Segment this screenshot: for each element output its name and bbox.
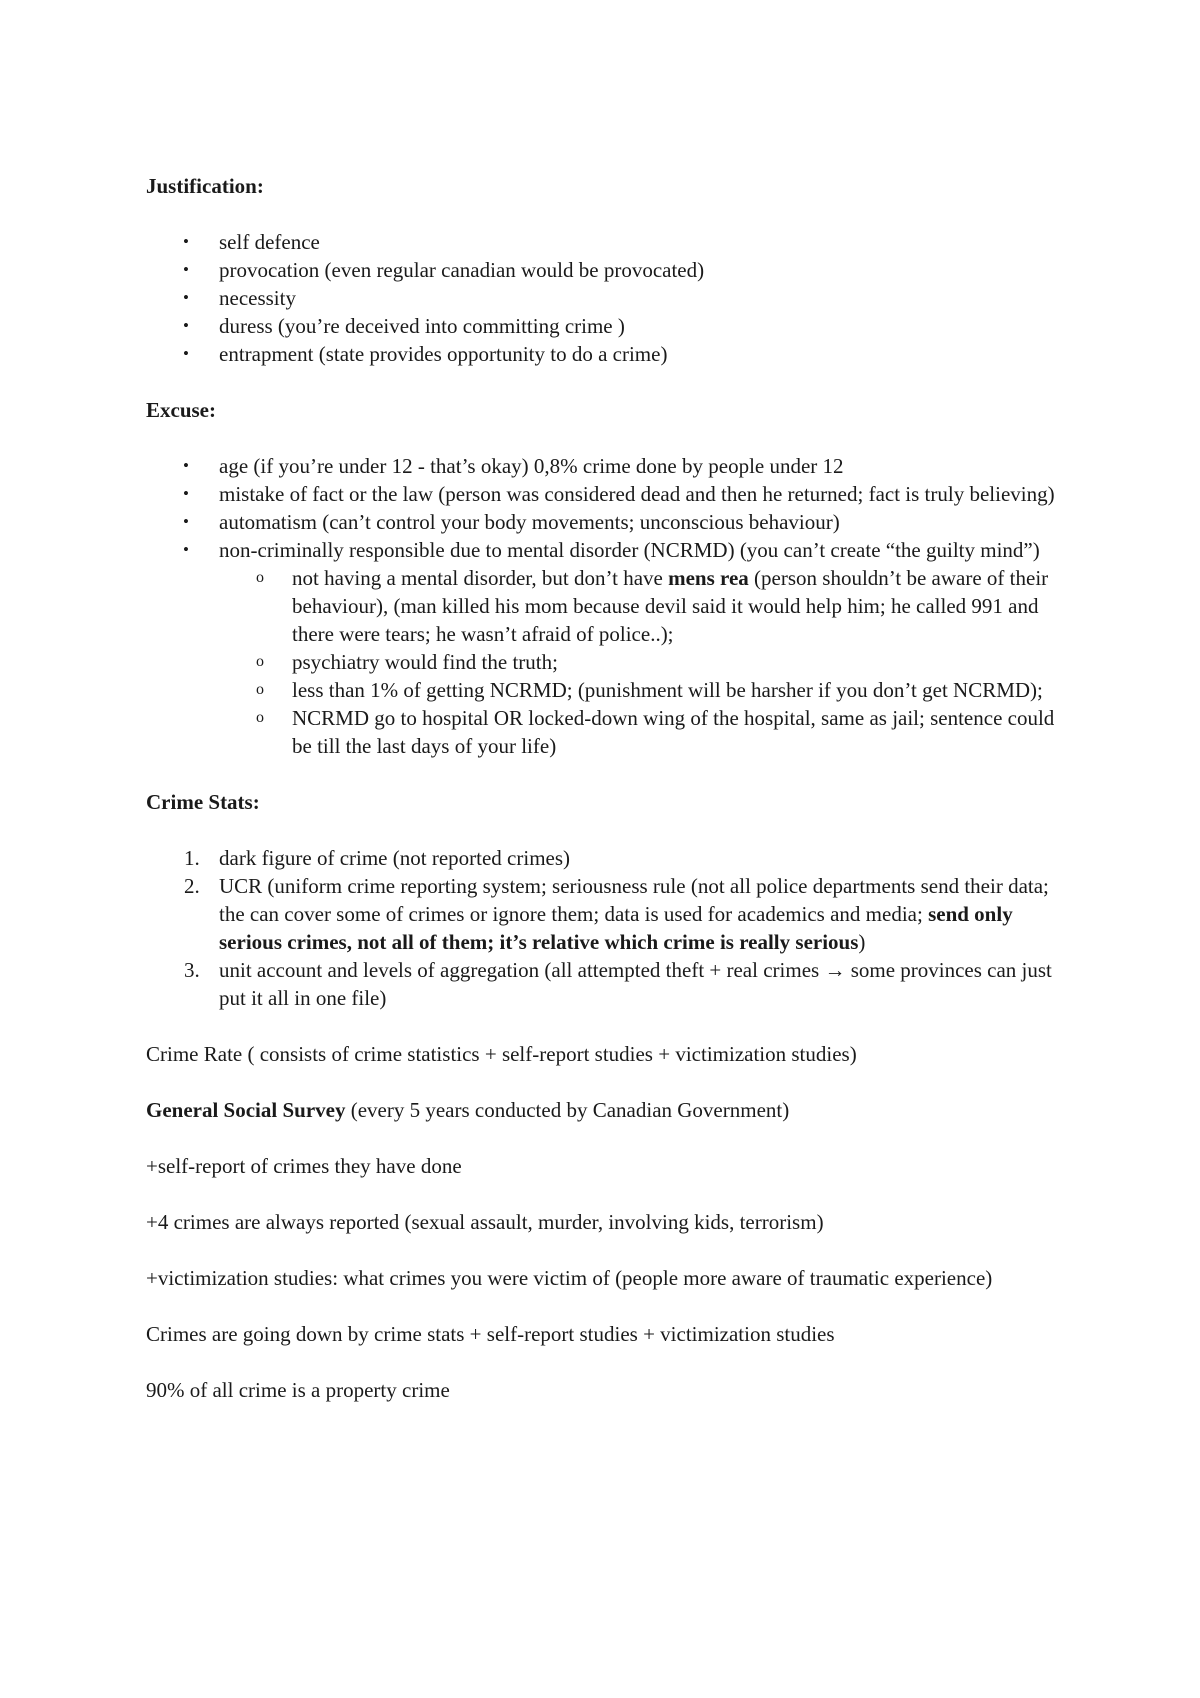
list-item: • duress (you’re deceived into committing crime ) xyxy=(183,314,625,338)
list-item: • entrapment (state provides opportunity to do a crime) xyxy=(183,342,668,366)
bullet-icon: • xyxy=(183,316,189,335)
list-item: • non-criminally responsible due to mental disorder (NCRMD) (you can’t create “the guilty mind”) o not having a mental disorder, but don’t have mens rea (person shouldn’t be aware of their behaviour), (man killed his mom because devil said it would help him; he called 991 and there were tears; he wasn’t afraid of police..); o psychiatry would find the truth; o less than 1% of getting NCRMD; (punishment will be harsher if you don’t get NCRMD); o NCRMD go to hospital OR locked-down wing of the hospital, same as jail; sentence could be till the last days of your life) xyxy=(146,536,1066,760)
ncrmd-sub-list xyxy=(219,564,1066,760)
list-number: 1. xyxy=(184,846,200,870)
sub-list-item: o psychiatry would find the truth; xyxy=(256,650,558,674)
self-report-paragraph: +self-report of crimes they have done xyxy=(146,1154,462,1178)
property-crime-paragraph: 90% of all crime is a property crime xyxy=(146,1378,450,1402)
bullet-icon: • xyxy=(183,260,189,279)
list-item: • provocation (even regular canadian would be provocated) xyxy=(183,258,705,282)
list-item: • self defence xyxy=(183,230,320,254)
excuse-heading: Excuse: xyxy=(146,398,216,422)
crime-stats-heading: Crime Stats: xyxy=(146,790,260,814)
sub-list-item: o less than 1% of getting NCRMD; (punishment will be harsher if you don’t get NCRMD); xyxy=(256,678,1043,702)
crimes-going-down-paragraph: Crimes are going down by crime stats + self-report studies + victimization studies xyxy=(146,1322,835,1346)
list-item: • mistake of fact or the law (person was considered dead and then he returned; fact is truly believing) xyxy=(183,482,1055,506)
crime-stats-list xyxy=(146,844,1066,1012)
circle-bullet-icon: o xyxy=(256,569,264,586)
bullet-icon: • xyxy=(183,484,189,503)
bullet-icon: • xyxy=(183,512,189,531)
list-item: • automatism (can’t control your body movements; unconscious behaviour) xyxy=(183,510,840,534)
list-item: 1. dark figure of crime (not reported crimes) xyxy=(184,846,571,870)
list-number: 3. xyxy=(184,958,200,982)
justification-heading: Justification: xyxy=(146,174,264,198)
circle-bullet-icon: o xyxy=(256,681,264,698)
list-number: 2. xyxy=(184,874,200,898)
list-item: 3. unit account and levels of aggregation (all attempted theft + real crimes → some provinces can just put it all in one file) xyxy=(184,958,1052,1010)
document-page xyxy=(146,172,1066,1432)
emphasis-text: send only serious crimes, not all of them; it’s relative which crime is really serious xyxy=(219,902,1013,954)
list-item: • age (if you’re under 12 - that’s okay) 0,8% crime done by people under 12 xyxy=(183,454,844,478)
victimization-paragraph: +victimization studies: what crimes you were victim of (people more aware of traumatic experience) xyxy=(146,1266,993,1290)
bullet-icon: • xyxy=(183,344,189,363)
list-item: • necessity xyxy=(183,286,296,310)
circle-bullet-icon: o xyxy=(256,653,264,670)
crime-rate-paragraph: Crime Rate ( consists of crime statistics + self-report studies + victimization studies) xyxy=(146,1042,857,1066)
four-crimes-paragraph: +4 crimes are always reported (sexual assault, murder, involving kids, terrorism) xyxy=(146,1210,824,1234)
bullet-icon: • xyxy=(183,288,189,307)
bullet-icon: • xyxy=(183,456,189,475)
list-item: 2. UCR (uniform crime reporting system; seriousness rule (not all police departments send their data; the can cover some of crimes or ignore them; data is used for academics and media; send only serious crimes, not all of them; it’s relative which crime is really serious) xyxy=(184,874,1049,954)
justification-list xyxy=(146,228,1066,368)
mens-rea-term: mens rea xyxy=(668,566,749,590)
sub-list-item: o not having a mental disorder, but don’t have mens rea (person shouldn’t be aware of their behaviour), (man killed his mom because devil said it would help him; he called 991 and there were tears; he wasn’t afraid of police..); xyxy=(256,566,1049,646)
bullet-icon: • xyxy=(183,540,189,559)
gss-paragraph: General Social Survey (every 5 years conducted by Canadian Government) xyxy=(146,1098,790,1122)
sub-list-item: o NCRMD go to hospital OR locked-down wing of the hospital, same as jail; sentence could be till the last days of your life) xyxy=(256,706,1055,758)
circle-bullet-icon: o xyxy=(256,709,264,726)
excuse-list xyxy=(146,452,1066,760)
gss-term: General Social Survey xyxy=(146,1098,346,1122)
bullet-icon: • xyxy=(183,232,189,251)
